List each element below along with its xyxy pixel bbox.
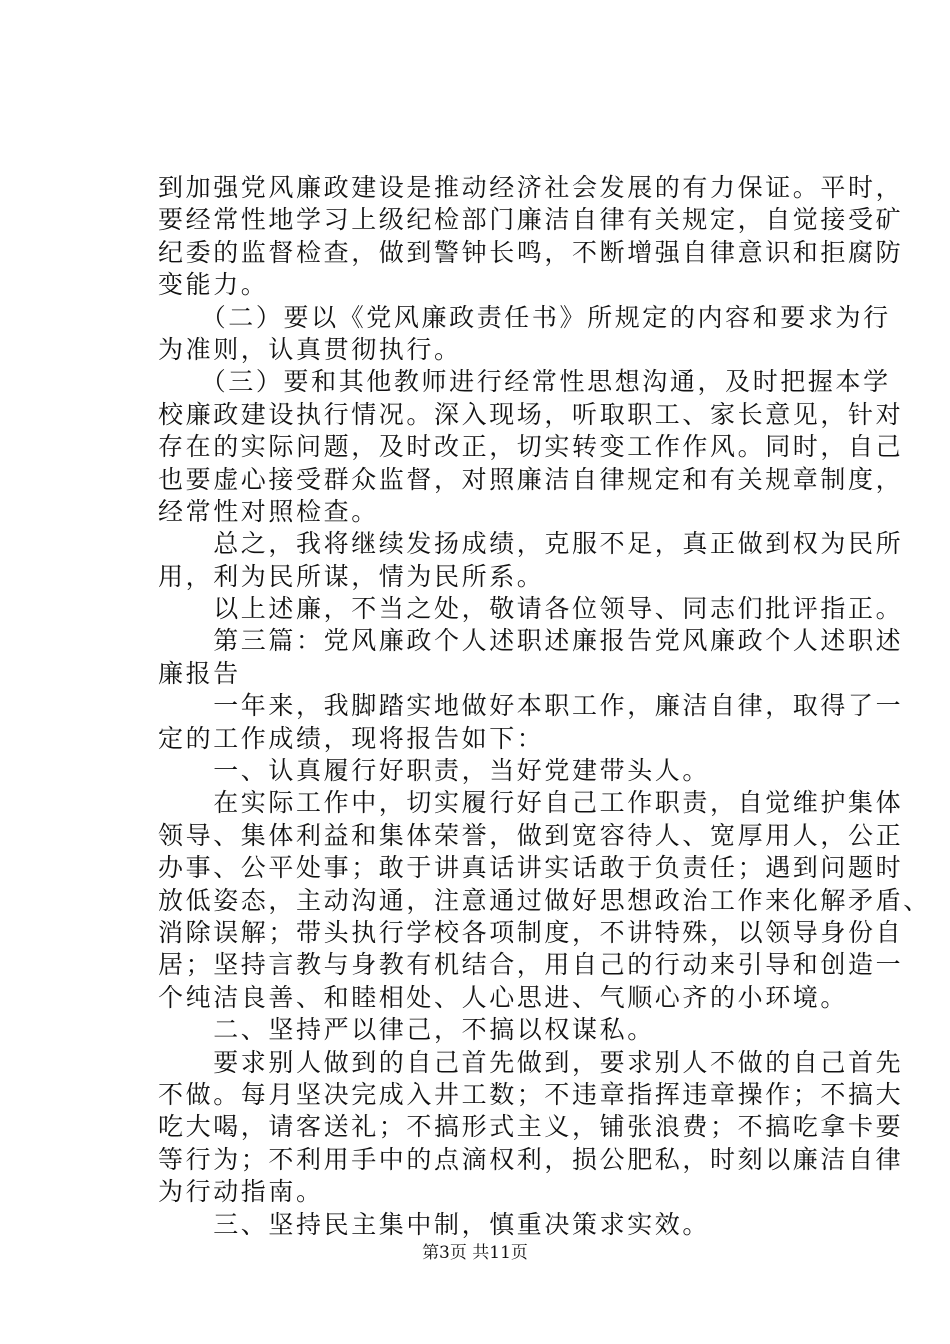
text-line: 一、认真履行好职责，当好党建带头人。 — [158, 756, 711, 786]
text-line: 个纯洁良善、和睦相处、人心思进、气顺心齐的小环境。 — [158, 982, 849, 1012]
page-footer — [0, 1242, 950, 1264]
text-line: 不做。每月坚决完成入井工数；不违章指挥违章操作；不搞大 — [158, 1079, 904, 1109]
text-line: 吃大喝，请客送礼；不搞形式主义，铺张浪费；不搞吃拿卡要 — [158, 1112, 904, 1142]
text-line: 放低姿态，主动沟通，注意通过做好思想政治工作来化解矛盾、 — [158, 885, 931, 915]
body-text — [158, 172, 931, 1241]
text-line: 也要虚心接受群众监督，对照廉洁自律规定和有关规章制度， — [158, 464, 904, 494]
text-line: 以上述廉，不当之处，敬请各位领导、同志们批评指正。 — [158, 594, 904, 624]
text-line: 二、坚持严以律己，不搞以权谋私。 — [158, 1015, 655, 1045]
text-line: 定的工作成绩，现将报告如下： — [158, 723, 545, 753]
text-line: （三）要和其他教师进行经常性思想沟通，及时把握本学 — [158, 367, 891, 397]
text-line: 三、坚持民主集中制，慎重决策求实效。 — [158, 1209, 711, 1239]
text-line: 为准则，认真贯彻执行。 — [158, 334, 462, 364]
text-line: 校廉政建设执行情况。深入现场，听取职工、家长意见，针对 — [158, 399, 904, 429]
text-line: 到加强党风廉政建设是推动经济社会发展的有力保证。平时， — [158, 173, 904, 202]
text-line: （二）要以《党风廉政责任书》所规定的内容和要求为行 — [158, 302, 891, 332]
text-line: 要求别人做到的自己首先做到，要求别人不做的自己首先 — [158, 1047, 904, 1077]
text-line: 居；坚持言教与身教有机结合，用自己的行动来引导和创造一 — [158, 950, 904, 980]
text-line: 纪委的监督检查，做到警钟长鸣，不断增强自律意识和拒腐防 — [158, 237, 904, 267]
text-line: 消除误解；带头执行学校各项制度，不讲特殊，以领导身份自 — [158, 917, 904, 947]
text-line: 总之，我将继续发扬成绩，克服不足，真正做到权为民所 — [158, 529, 904, 559]
text-line: 领导、集体利益和集体荣誉，做到宽容待人、宽厚用人，公正 — [158, 820, 904, 850]
text-line: 存在的实际问题，及时改正，切实转变工作作风。同时，自己 — [158, 432, 904, 462]
text-line: 经常性对照检查。 — [158, 496, 379, 526]
text-line: 用，利为民所谋，情为民所系。 — [158, 561, 545, 591]
text-line: 办事、公平处事；敢于讲真话讲实话敢于负责任；遇到问题时 — [158, 853, 904, 883]
page-indicator: 第3页 共11页 — [422, 1243, 528, 1263]
text-line: 为行动指南。 — [158, 1177, 324, 1207]
text-line: 变能力。 — [158, 270, 269, 300]
text-line: 等行为；不利用手中的点滴权利，损公肥私，时刻以廉洁自律 — [158, 1144, 904, 1174]
text-line: 第三篇：党风廉政个人述职述廉报告党风廉政个人述职述 — [158, 626, 904, 656]
text-line: 一年来，我脚踏实地做好本职工作，廉洁自律，取得了一 — [158, 691, 904, 721]
text-line: 廉报告 — [158, 658, 241, 688]
text-line: 要经常性地学习上级纪检部门廉洁自律有关规定，自觉接受矿 — [158, 205, 904, 235]
text-line: 在实际工作中，切实履行好自己工作职责，自觉维护集体 — [158, 788, 904, 818]
